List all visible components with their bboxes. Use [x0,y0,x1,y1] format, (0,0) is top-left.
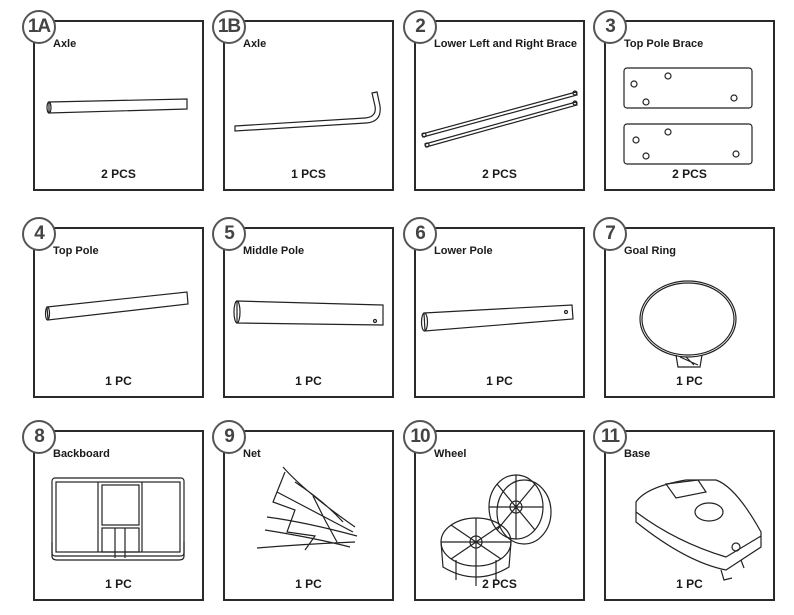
part-name: Axle [243,38,267,50]
part-name: Lower Pole [434,245,493,257]
part-quantity: 2 PCS [672,167,707,181]
part-card-1a [27,16,204,191]
part-card-10 [410,426,585,601]
part-quantity: 1 PC [676,577,703,591]
part-quantity: 1 PC [105,577,132,591]
part-card-7 [604,223,775,398]
part-number-badge: 6 [403,217,437,251]
part-number-badge: 9 [212,420,246,454]
part-card-8 [33,426,204,601]
part-quantity: 1 PC [105,374,132,388]
part-card-11 [600,426,775,601]
part-quantity: 1 PC [486,374,513,388]
part-quantity: 1 PC [295,577,322,591]
part-card-2 [414,16,585,191]
part-card-9 [223,426,394,601]
part-quantity: 2 PCS [482,577,517,591]
part-name: Lower Left and Right Brace [434,38,578,50]
part-name: Net [243,448,261,460]
part-name: Goal Ring [624,245,676,257]
part-number-badge: 1A [22,10,56,44]
part-name: Top Pole [53,245,99,257]
part-card-4 [33,223,204,398]
part-name: Middle Pole [243,245,305,257]
part-quantity: 1 PCS [291,167,326,181]
part-number-badge: 3 [593,10,627,44]
part-number-badge: 8 [22,420,56,454]
part-number-badge: 10 [403,420,437,454]
part-card-6 [414,223,585,398]
part-number-badge: 4 [22,217,56,251]
part-number-badge: 7 [593,217,627,251]
part-card-5 [223,223,394,398]
part-name: Base [624,448,651,460]
part-card-3 [604,16,775,191]
part-number-badge: 5 [212,217,246,251]
part-name: Top Pole Brace [624,38,704,50]
part-quantity: 1 PC [295,374,322,388]
part-number-badge: 11 [593,420,627,454]
part-card-1b [217,16,394,191]
part-quantity: 1 PC [676,374,703,388]
part-quantity: 2 PCS [482,167,517,181]
part-number-badge: 2 [403,10,437,44]
part-number-badge: 1B [212,10,246,44]
part-quantity: 2 PCS [101,167,136,181]
part-name: Axle [53,38,77,50]
part-name: Backboard [53,448,110,460]
part-name: Wheel [434,448,467,460]
